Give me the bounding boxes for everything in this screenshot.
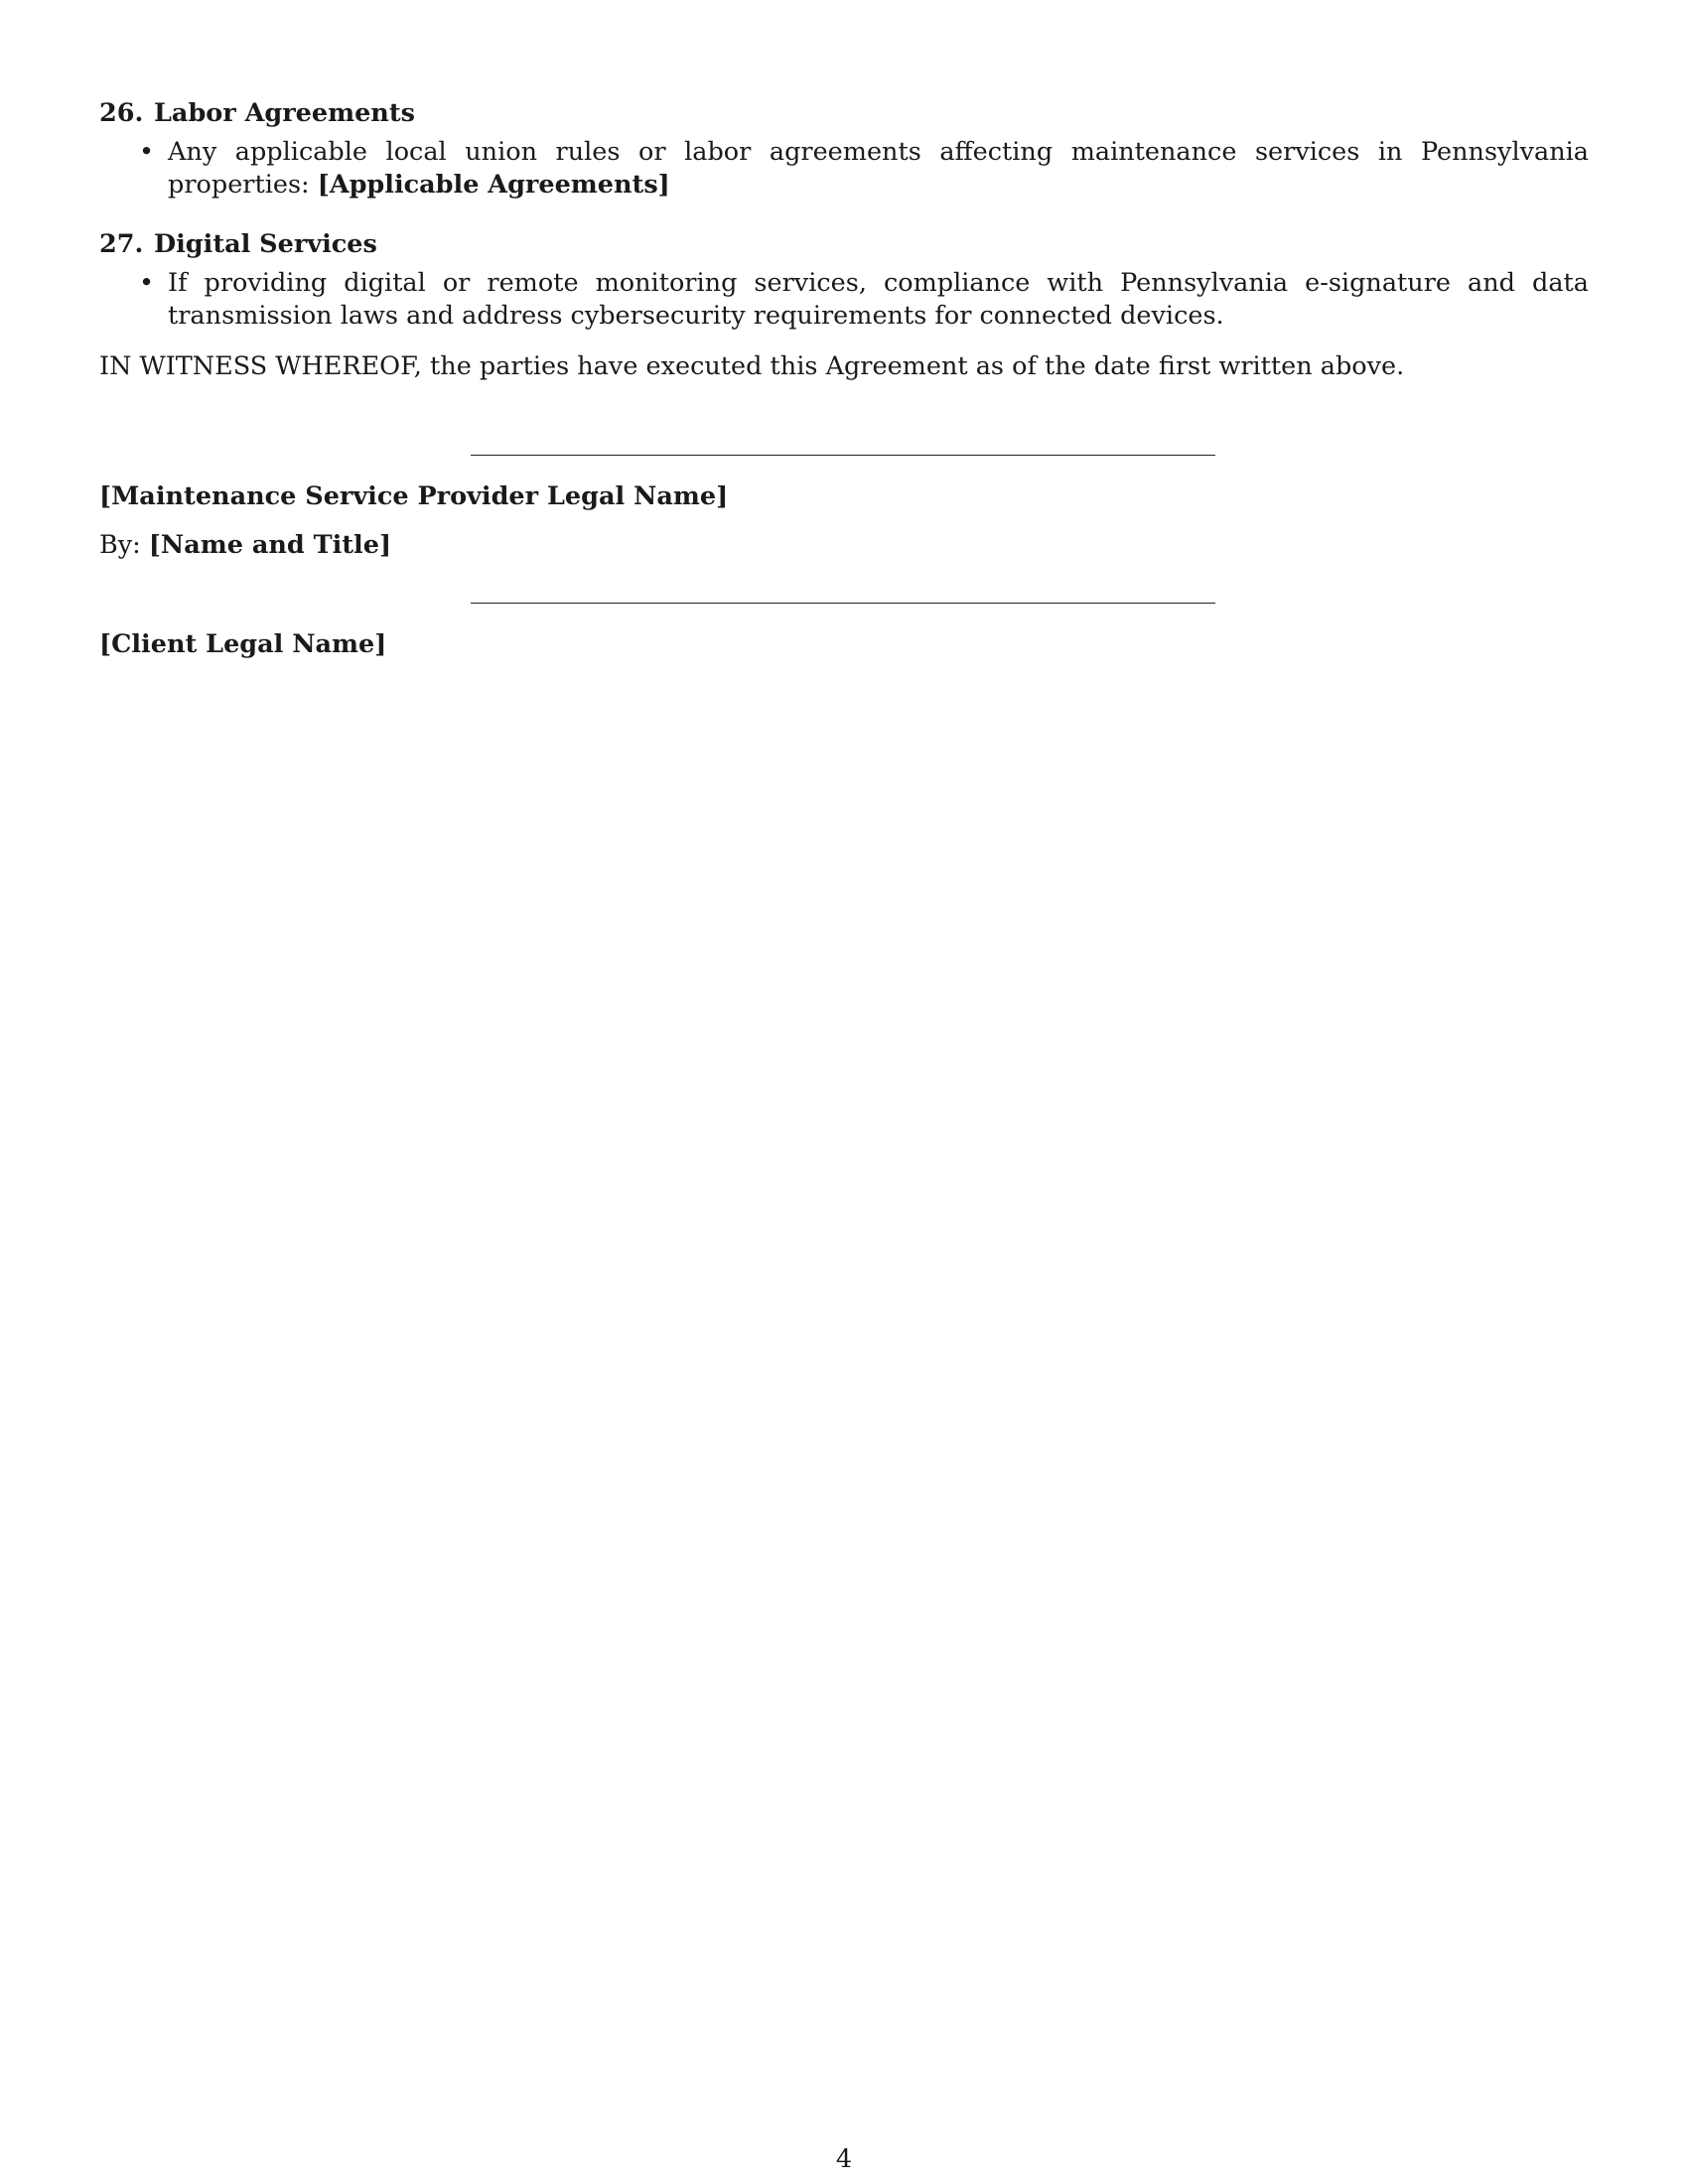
bullet-icon: • xyxy=(139,137,155,167)
signed-by-line xyxy=(99,529,391,562)
section-title: Digital Services xyxy=(154,229,377,259)
placeholder-applicable-agreements: [Applicable Agreements] xyxy=(317,170,670,200)
document-page xyxy=(99,97,1589,659)
witness-clause: IN WITNESS WHEREOF, the parties have executed this Agreement as of the date first written above. xyxy=(99,351,1405,381)
provider-legal-name: [Maintenance Service Provider Legal Name] xyxy=(99,481,729,511)
bullet-list xyxy=(99,267,1589,333)
section-number: 27. xyxy=(99,229,144,259)
bullet-list xyxy=(99,136,1589,202)
provider-signature-line xyxy=(471,455,1215,456)
section-heading-26 xyxy=(99,97,1589,130)
bullet-icon: • xyxy=(139,268,155,298)
bullet-text: Any applicable local union rules or labor agreements affecting maintenance services in Pennsylvania properties: xyxy=(168,137,1589,200)
page-number: 4 xyxy=(835,2144,853,2174)
client-signature-line xyxy=(471,603,1215,604)
section-title: Labor Agreements xyxy=(154,98,415,128)
client-legal-name: [Client Legal Name] xyxy=(99,629,387,659)
by-label: By: xyxy=(99,530,149,560)
bullet-text: If providing digital or remote monitoring services, compliance with Pennsylvania e-signature and data transmission laws and address cybersecurity requirements for connected devices. xyxy=(168,268,1589,331)
list-item xyxy=(99,267,1589,333)
list-item xyxy=(99,136,1589,202)
name-and-title-placeholder: [Name and Title] xyxy=(148,530,392,560)
section-number: 26. xyxy=(99,98,144,128)
section-heading-27 xyxy=(99,228,1589,261)
